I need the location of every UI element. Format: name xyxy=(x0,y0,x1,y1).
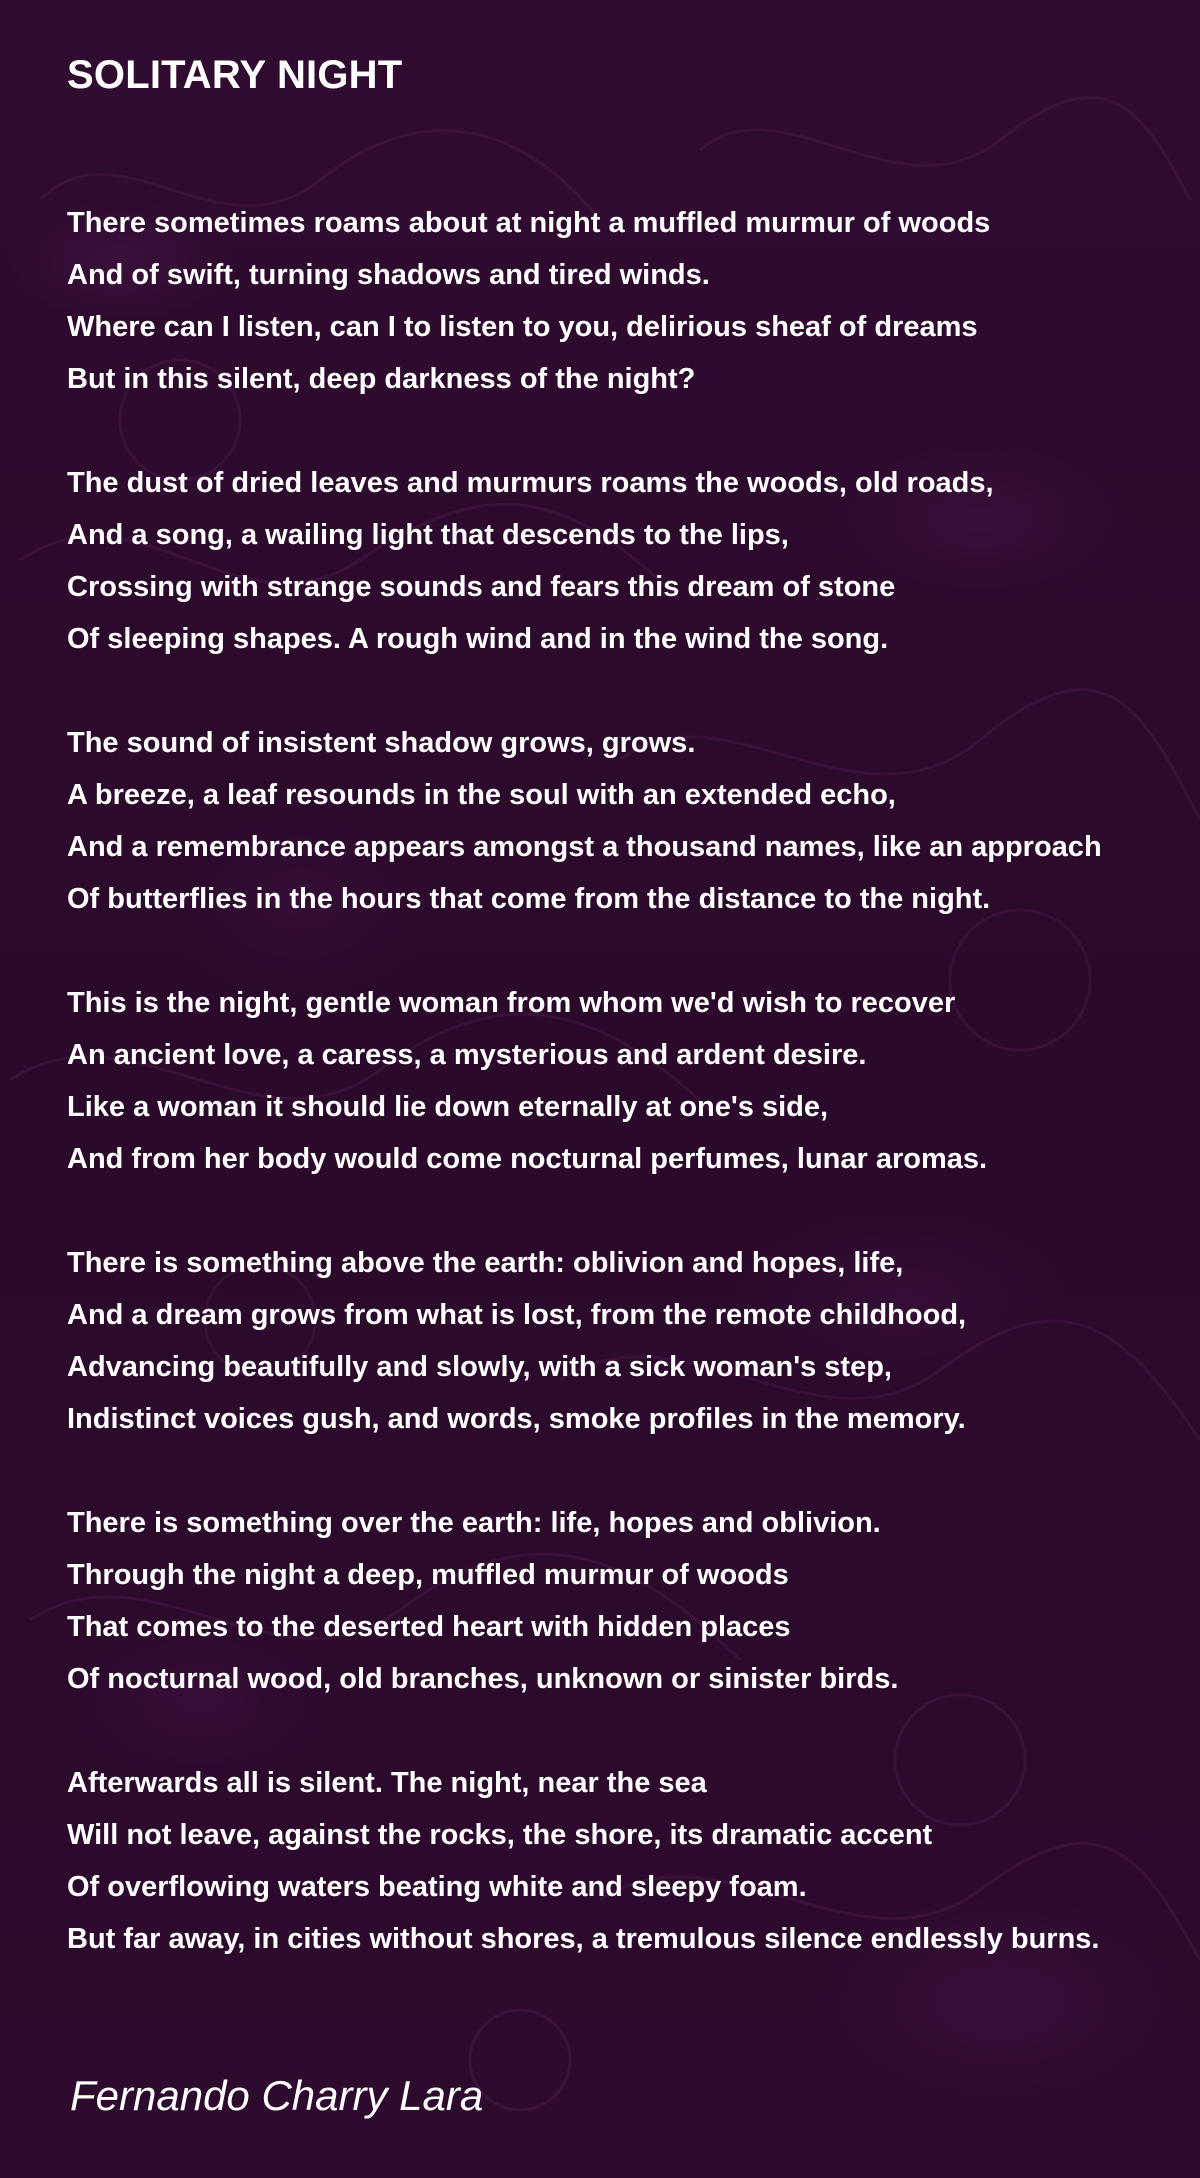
stanza xyxy=(67,1497,1134,1705)
poem-line: Through the night a deep, muffled murmur of woods xyxy=(67,1559,789,1591)
poem-line: That comes to the deserted heart with hidden places xyxy=(67,1611,791,1643)
poem-line: The sound of insistent shadow grows, grows. xyxy=(67,727,696,759)
poem-line: And a song, a wailing light that descends to the lips, xyxy=(67,519,789,551)
poem-line: A breeze, a leaf resounds in the soul with an extended echo, xyxy=(67,779,896,811)
stanza xyxy=(67,457,1134,665)
poem-line: Will not leave, against the rocks, the shore, its dramatic accent xyxy=(67,1819,933,1851)
poem-line: Advancing beautifully and slowly, with a sick woman's step, xyxy=(67,1351,892,1383)
stanza xyxy=(67,977,1134,1185)
poem-line: There sometimes roams about at night a muffled murmur of woods xyxy=(67,207,991,239)
poem-line: Of nocturnal wood, old branches, unknown or sinister birds. xyxy=(67,1663,899,1695)
poem-line: There is something over the earth: life, hopes and oblivion. xyxy=(67,1507,881,1539)
poem-line: The dust of dried leaves and murmurs roams the woods, old roads, xyxy=(67,467,994,499)
stanza xyxy=(67,197,1134,405)
poem-line: And from her body would come nocturnal perfumes, lunar aromas. xyxy=(67,1143,988,1175)
poem-line: Afterwards all is silent. The night, near the sea xyxy=(67,1767,707,1799)
poem-line: An ancient love, a caress, a mysterious and ardent desire. xyxy=(67,1039,867,1071)
poem-line: Of overflowing waters beating white and sleepy foam. xyxy=(67,1871,807,1903)
poem-body xyxy=(67,197,1134,1965)
poem-line: But in this silent, deep darkness of the night? xyxy=(67,363,696,395)
poem-line: Crossing with strange sounds and fears this dream of stone xyxy=(67,571,896,603)
poem-line: There is something above the earth: oblivion and hopes, life, xyxy=(67,1247,904,1279)
poem-author: Fernando Charry Lara xyxy=(70,2072,484,2119)
poem-title: SOLITARY NIGHT xyxy=(67,53,403,97)
poem-line: But far away, in cities without shores, a tremulous silence endlessly burns. xyxy=(67,1923,1100,1955)
poem-line: Where can I listen, can I to listen to you, delirious sheaf of dreams xyxy=(67,311,978,343)
poem-line: Of butterflies in the hours that come from the distance to the night. xyxy=(67,883,991,915)
poem-line: And of swift, turning shadows and tired winds. xyxy=(67,259,710,291)
poem-line: And a dream grows from what is lost, from the remote childhood, xyxy=(67,1299,967,1331)
stanza xyxy=(67,717,1134,925)
stanza xyxy=(67,1757,1134,1965)
poem-line: Of sleeping shapes. A rough wind and in the wind the song. xyxy=(67,623,889,655)
poem-line: And a remembrance appears amongst a thousand names, like an approach xyxy=(67,831,1102,863)
poem-line: Indistinct voices gush, and words, smoke profiles in the memory. xyxy=(67,1403,966,1435)
poem-line: This is the night, gentle woman from whom we'd wish to recover xyxy=(67,987,956,1019)
poem-line: Like a woman it should lie down eternally at one's side, xyxy=(67,1091,829,1123)
stanza xyxy=(67,1237,1134,1445)
